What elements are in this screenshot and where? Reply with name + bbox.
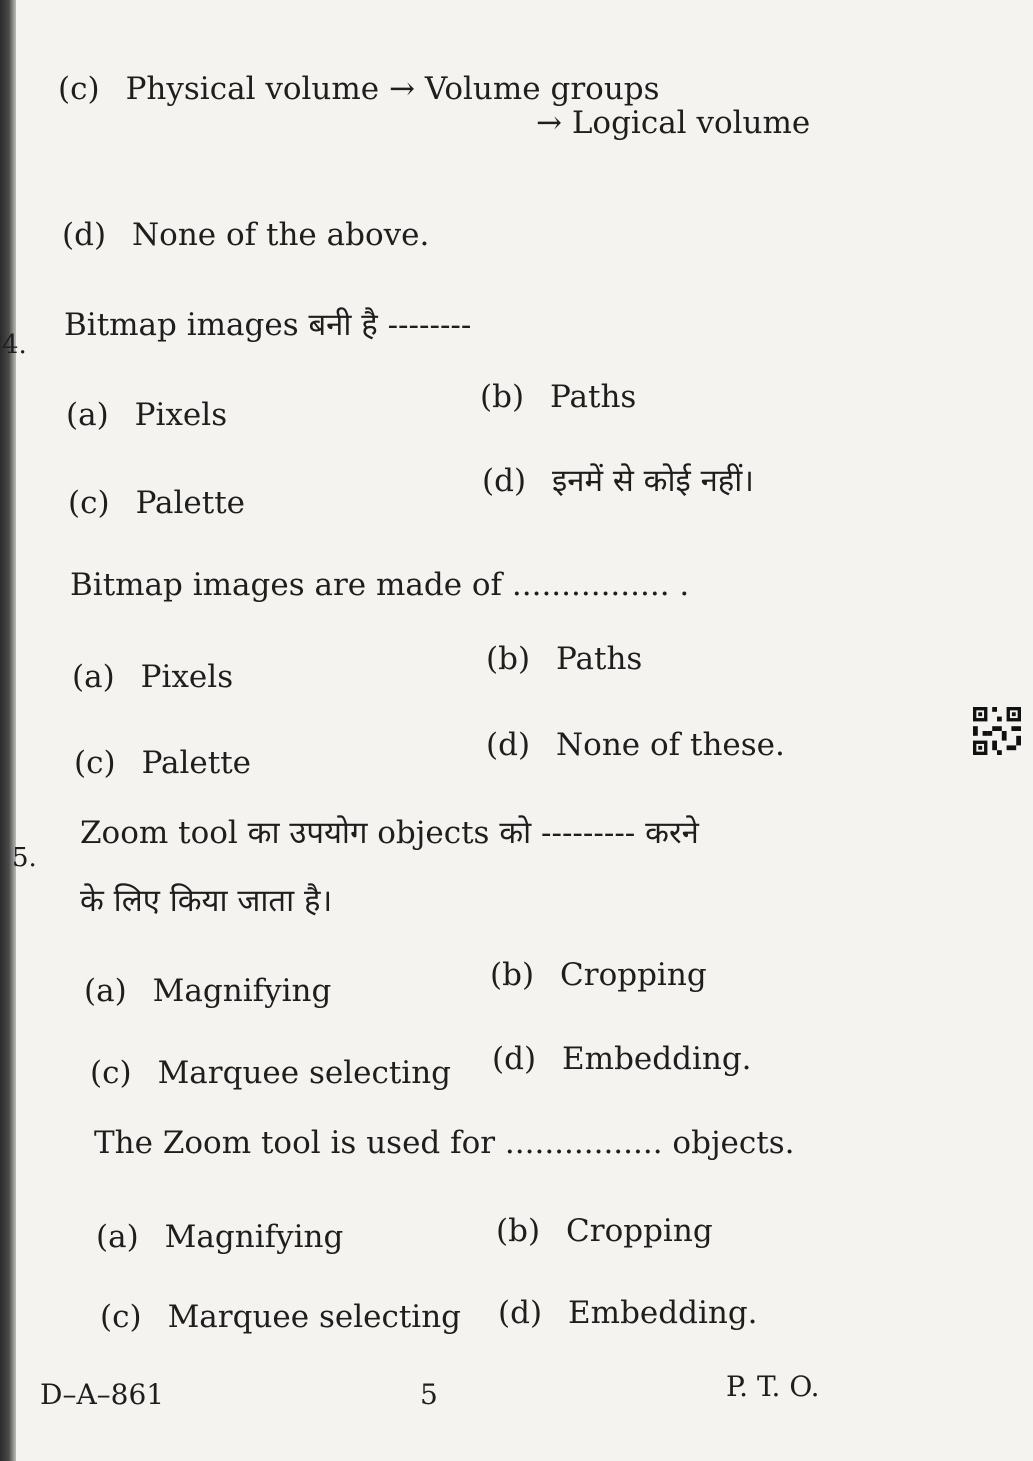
option-text: None of these.	[556, 727, 785, 763]
option-label: (d)	[498, 1295, 543, 1331]
option-label: (d)	[62, 217, 107, 253]
q4-hindi-option-d	[482, 463, 755, 499]
q5-english-question: The Zoom tool is used for ................ objects.	[94, 1125, 795, 1161]
option-label: (b)	[496, 1213, 541, 1249]
option-text: Palette	[135, 485, 246, 521]
option-label: (b)	[486, 641, 531, 677]
q5-english-option-a	[96, 1219, 344, 1255]
option-text: Cropping	[566, 1213, 713, 1249]
option-label: (d)	[492, 1041, 537, 1077]
q5-hindi-option-b	[490, 957, 707, 993]
q4-hindi-option-c	[68, 485, 246, 521]
q3-option-d	[62, 217, 430, 253]
option-text: Physical volume → Volume groups	[125, 71, 660, 107]
option-label: (a)	[66, 397, 109, 433]
q5-hindi-option-a	[84, 973, 332, 1009]
question-number-5: 5.	[12, 843, 37, 873]
q3-option-c-continued: → Logical volume	[536, 105, 811, 141]
option-label: (c)	[68, 485, 110, 521]
option-label: (d)	[486, 727, 531, 763]
option-label: (d)	[482, 463, 527, 499]
option-label: (c)	[100, 1299, 142, 1335]
option-label: (b)	[490, 957, 535, 993]
q5-english-option-c	[100, 1299, 462, 1335]
option-text: Magnifying	[152, 973, 332, 1009]
option-label: (c)	[74, 745, 116, 781]
paper-code: D–A–861	[40, 1378, 165, 1411]
q5-hindi-question-line-2: के लिए किया जाता है।	[80, 883, 333, 919]
q5-hindi-question-line-1: Zoom tool का उपयोग objects को --------- करने	[80, 815, 699, 851]
option-text: Paths	[556, 641, 643, 677]
option-text: Magnifying	[164, 1219, 344, 1255]
option-text: Palette	[141, 745, 252, 781]
option-label: (a)	[72, 659, 115, 695]
option-text: Marquee selecting	[167, 1299, 462, 1335]
option-label: (c)	[90, 1055, 132, 1091]
option-label: (b)	[480, 379, 525, 415]
option-text: Pixels	[140, 659, 234, 695]
qr-code-icon	[972, 707, 1022, 755]
option-text: Embedding.	[568, 1295, 758, 1331]
q4-english-option-a	[72, 659, 234, 695]
question-number-4: 4.	[2, 330, 27, 360]
q4-english-question: Bitmap images are made of ................ .	[70, 567, 690, 603]
q4-hindi-question: Bitmap images बनी है --------	[64, 307, 472, 343]
please-turn-over: P. T. O.	[726, 1370, 820, 1403]
option-text: इनमें से कोई नहीं।	[552, 463, 755, 499]
option-label: (a)	[96, 1219, 139, 1255]
q5-english-option-d	[498, 1295, 758, 1331]
q4-hindi-option-a	[66, 397, 228, 433]
q4-hindi-option-b	[480, 379, 637, 415]
option-text: Marquee selecting	[157, 1055, 452, 1091]
q4-english-option-d	[486, 727, 785, 763]
q4-english-option-b	[486, 641, 643, 677]
option-text: Paths	[550, 379, 637, 415]
page-binding-edge	[0, 0, 16, 1461]
option-text: None of the above.	[132, 217, 430, 253]
q4-english-option-c	[74, 745, 252, 781]
option-text: Pixels	[134, 397, 228, 433]
q3-option-c	[58, 71, 660, 107]
q5-hindi-option-c	[90, 1055, 452, 1091]
page-number: 5	[420, 1378, 438, 1411]
option-text: Cropping	[560, 957, 707, 993]
option-label: (a)	[84, 973, 127, 1009]
q5-english-option-b	[496, 1213, 713, 1249]
option-text: Embedding.	[562, 1041, 752, 1077]
q5-hindi-option-d	[492, 1041, 752, 1077]
option-label: (c)	[58, 71, 100, 107]
